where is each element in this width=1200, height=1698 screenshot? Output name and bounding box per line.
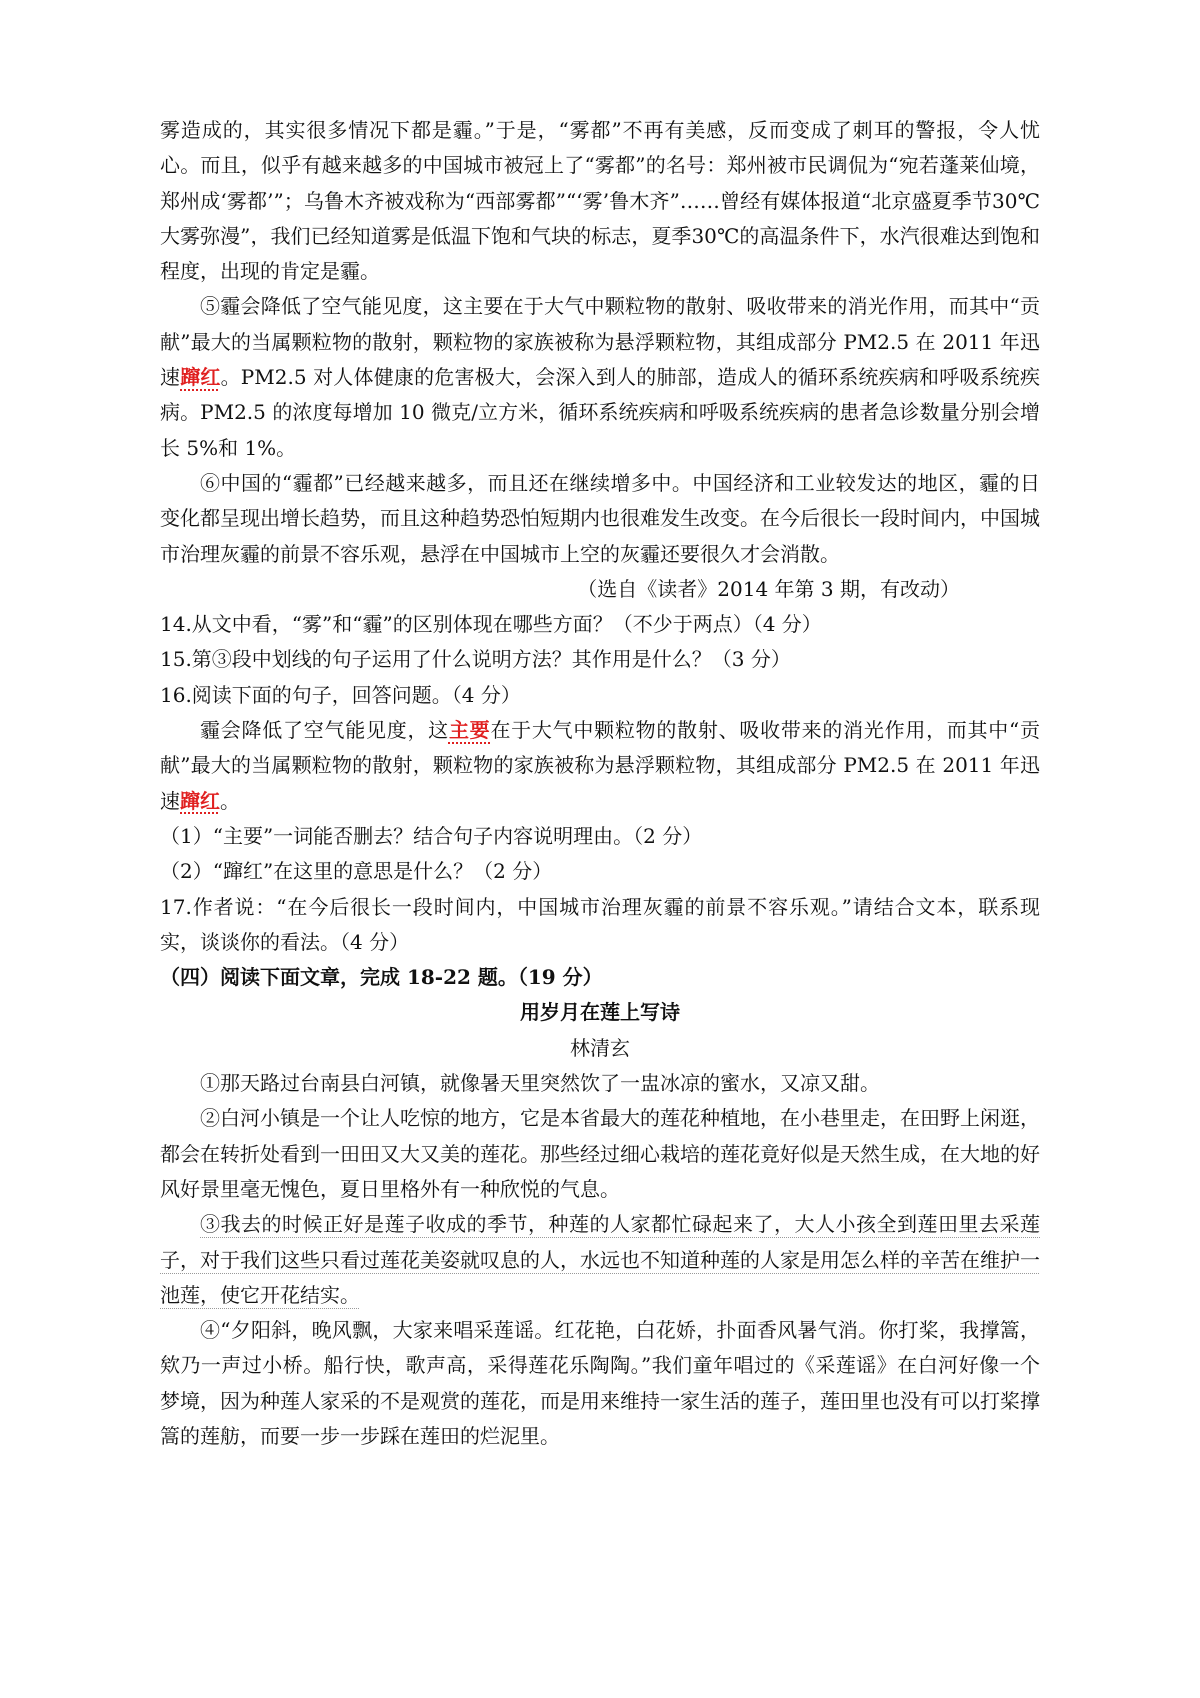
article-paragraph-3 [160,1207,1040,1313]
question-16-1: （1）“主要”一词能否删去？结合句子内容说明理由。（2 分） [160,823,703,848]
paragraph-5-text-a: ⑤霾会降低了空气能见度，这主要在于大气中颗粒物的散射、吸收带来的消光作用，而其中“贡献”最大的当属颗粒物的散射，颗粒物的家族被称为悬浮颗粒物，其组成部分 PM2.5 在 2011 年迅速 [160,294,1040,390]
quote-text-a: 霾会降低了空气能见度，这 [200,718,449,743]
highlight-zhuyao: 主要 [448,718,491,743]
question-15: 15.第③段中划线的句子运用了什么说明方法？其作用是什么？（3 分） [160,647,791,672]
quote-text-b: 在于大气中颗粒物的散射、吸收带来的消光作用，而其中“贡献”最大的当属颗粒物的散射，颗粒物的家族被称为悬浮颗粒物，其组成部分 PM2.5 在 2011 年迅速 [160,718,1041,813]
article-paragraph-1: ①那天路过台南县白河镇，就像暑天里突然饮了一盅冰凉的蜜水，又凉又甜。 [200,1071,880,1096]
paragraph-3-line-a: ③我去的时候正好是莲子收成的季节，种莲的人家都忙碌起来了，大人小孩全到莲田里 [200,1212,979,1237]
question-14: 14.从文中看，“雾”和“霾”的区别体现在哪些方面？（不少于两点）（4 分） [160,612,822,637]
paragraph-3-line-c: 的辛苦在维护一池莲，使它开花结实。 [160,1247,1040,1307]
question-16-2: （2）“蹿红”在这里的意思是什么？（2 分） [160,859,553,884]
paragraph-continued: 雾造成的，其实很多情况下都是霾。”于是，“雾都”不再有美感，反而变成了刺耳的警报，令人忧心。而且，似乎有越来越多的中国城市被冠上了“雾都”的名号：郑州被市民调侃为“宛若蓬莱仙境，郑州成‘雾都’”；乌鲁木齐被戏称为“西部雾都”“‘雾’鲁木齐”……曾经有媒体报道“北京盛夏季节30℃大雾弥漫”，我们已经知道雾是低温下饱和气块的标志，夏季30℃的高温条件下，水汽很难达到饱和程度，出现的肯定是霾。 [160,118,1040,284]
highlight-cuanhong: 蹿红 [180,365,221,390]
highlight-cuanhong-quote: 蹿红 [180,788,220,813]
paragraph-5 [160,289,1040,465]
section-4-heading: （四）阅读下面文章，完成 18-22 题。（19 分） [160,965,603,990]
paragraph-3-line-b: 去采莲子，对于我们这些只看过莲花美姿就叹息的人，水远也不知道种莲的人家是用怎么样 [160,1212,1040,1272]
article-paragraph-4: ④“夕阳斜，晚风飘，大家来唱采莲谣。红花艳，白花娇，扑面香风暑气消。你打桨，我撑篙，欸乃一声过小桥。船行快，歌声高，采得莲花乐陶陶。”我们童年唱过的《采莲谣》在白河好像一个梦境，因为种莲人家采的不是观赏的莲花，而是用来维持一家生活的莲子，莲田里也没有可以打桨撑篙的莲舫，而要一步一步踩在莲田的烂泥里。 [160,1318,1040,1448]
paragraph-5-text-b: 。PM2.5 对人体健康的危害极大，会深入到人的肺部，造成人的循环系统疾病和呼吸系统疾病。PM2.5 的浓度每增加 10 微克/立方米，循环系统疾病和呼吸系统疾病的患者急诊数量分别会增长 5%和 1%。 [160,365,1041,460]
article-author: 林清玄 [570,1035,630,1060]
quote-text-c: 。 [220,788,240,813]
question-17: 17.作者说：“在今后很长一段时间内，中国城市治理灰霾的前景不容乐观。”请结合文本，联系现实，谈谈你的看法。（4 分） [160,894,1040,954]
document-content [160,113,1040,1454]
question-16-quote [160,713,1040,819]
paragraph-6: ⑥中国的“霾都”已经越来越多，而且还在继续增多中。中国经济和工业较发达的地区，霾的日变化都呈现出增长趋势，而且这种趋势恐怕短期内也很难发生改变。在今后很长一段时间内，中国城市治理灰霾的前景不容乐观，悬浮在中国城市上空的灰霾还要很久才会消散。 [160,470,1040,566]
question-16: 16.阅读下面的句子，回答问题。（4 分） [160,682,521,707]
article-paragraph-2: ②白河小镇是一个让人吃惊的地方，它是本省最大的莲花种植地，在小巷里走，在田野上闲逛，都会在转折处看到一田田又大又美的莲花。那些经过细心栽培的莲花竟好似是天然生成，在大地的好风好景里毫无愧色，夏日里格外有一种欣悦的气息。 [160,1106,1040,1201]
article-title: 用岁月在莲上写诗 [520,1000,680,1025]
source-citation: （选自《读者》2014 年第 3 期，有改动） [577,576,960,601]
